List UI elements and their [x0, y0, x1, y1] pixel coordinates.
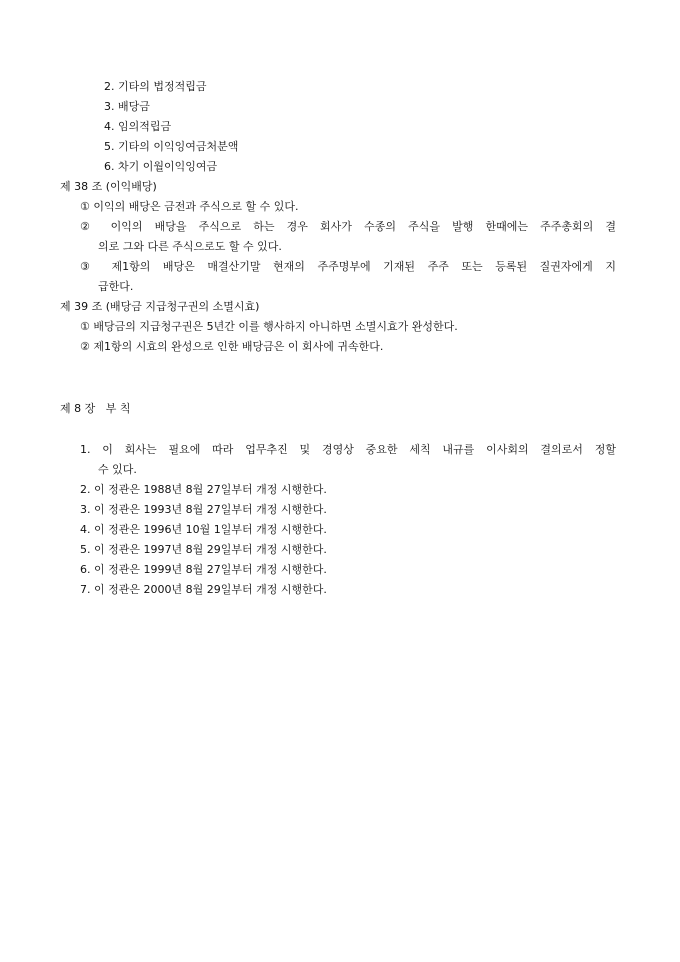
chapter-8-item: 6. 이 정관은 1999년 8월 27일부터 개정 시행한다.: [80, 563, 327, 576]
list-item: 4. 임의적립금: [104, 120, 172, 133]
chapter-8-item: 7. 이 정관은 2000년 8월 29일부터 개정 시행한다.: [80, 583, 327, 596]
chapter-8-item: 4. 이 정관은 1996년 10월 1일부터 개정 시행한다.: [80, 523, 327, 536]
article-38-item-2-line-2: 의로 그와 다른 주식으로도 할 수 있다.: [98, 240, 282, 253]
chapter-8-item: 3. 이 정관은 1993년 8월 27일부터 개정 시행한다.: [80, 503, 327, 516]
list-item: 2. 기타의 법정적립금: [104, 80, 207, 93]
chapter-8-item-1-line-2: 수 있다.: [98, 463, 137, 476]
chapter-8-item: 5. 이 정관은 1997년 8월 29일부터 개정 시행한다.: [80, 543, 327, 556]
chapter-8-heading: 제 8 장 부 칙: [60, 402, 131, 415]
article-38-item-1: ① 이익의 배당은 금전과 주식으로 할 수 있다.: [80, 200, 299, 213]
list-item: 5. 기타의 이익잉여금처분액: [104, 140, 239, 153]
article-39-heading: 제 39 조 (배당금 지급청구권의 소멸시효): [60, 300, 260, 313]
article-39-item-1: ① 배당금의 지급청구권은 5년간 이를 행사하지 아니하면 소멸시효가 완성한다.: [80, 320, 458, 333]
article-38-heading: 제 38 조 (이익배당): [60, 180, 157, 193]
article-38-item-3-line-1: ③ 제1항의 배당은 매결산기말 현재의 주주명부에 기재된 주주 또는 등록된 질권자에게 지: [80, 260, 616, 273]
chapter-8-item-1-line-1: 1. 이 회사는 필요에 따라 업무추진 및 경영상 중요한 세칙 내규를 이사회의 결의로서 정할: [80, 443, 616, 456]
list-item: 6. 차기 이월이익잉여금: [104, 160, 218, 173]
article-38-item-2-line-1: ② 이익의 배당을 주식으로 하는 경우 회사가 수종의 주식을 발행 한때에는 주주총회의 결: [80, 220, 616, 233]
list-item: 3. 배당금: [104, 100, 150, 113]
article-39-item-2: ② 제1항의 시효의 완성으로 인한 배당금은 이 회사에 귀속한다.: [80, 340, 384, 353]
article-38-item-3-line-2: 급한다.: [98, 280, 134, 293]
chapter-8-item: 2. 이 정관은 1988년 8월 27일부터 개정 시행한다.: [80, 483, 327, 496]
